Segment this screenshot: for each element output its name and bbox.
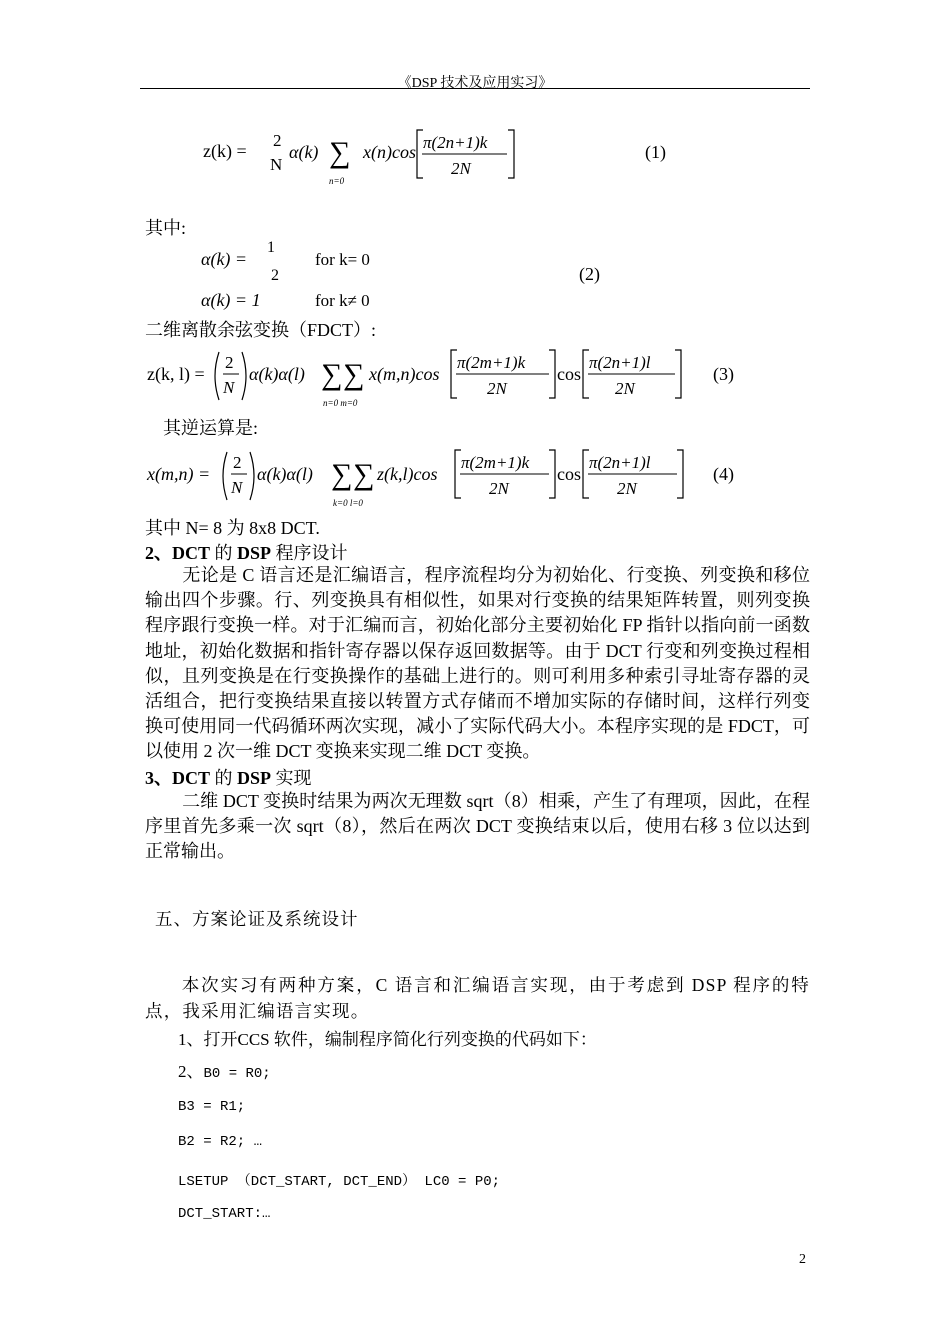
eq3-alphas: α(k)α(l)	[249, 364, 305, 384]
eq1-term: x(n)cos	[363, 142, 416, 162]
sec2-b2: DSP	[237, 543, 272, 563]
sec2-prefix: 2、	[145, 543, 172, 563]
where-label: 其中:	[145, 218, 187, 238]
equation-3	[145, 340, 765, 412]
sec2-para-text: 无论是 C 语言还是汇编语言，程序流程均分为初始化、行变换、列变换和移位输出四个步骤。行、列变换具有相似性，如果对行变换的结果矩阵转置，则列变换程序跟行变换一样。对于汇编而言，初始化部分主要初始化 FP 指针以指向前一函数地址，初始化数据和指针寄存器以保存返回数据等。由于 DCT 行变和列变换过程相似，且列变换是在行变换操作的基础上进行的。则可利用多种索引寻址寄存器的灵活组合，把行变换结果直接以转置方式存储而不增加实际的存储时间，这样行列变换可使用同一代码循环两次实现，减小了实际代码大小。本程序实现的是 FDCT，可以使用 2 次一维 DCT 变换来实现二维 DCT 变换。	[145, 565, 810, 762]
eq3-term: x(m,n)cos	[369, 364, 440, 384]
eq3-sum-idx: n=0 m=0	[323, 398, 358, 408]
eq2-line1-den: 2	[271, 267, 279, 284]
eq1-alpha: α(k)	[289, 142, 319, 162]
eq4-sum2: ∑	[353, 458, 375, 491]
section-5-paragraph	[145, 972, 810, 1024]
eq3-frac1-num: π(2m+1)k	[457, 353, 526, 372]
eq4-alphas: α(k)α(l)	[257, 464, 313, 484]
section-2-heading	[145, 539, 348, 565]
section-3-heading	[145, 764, 312, 790]
sec3-rest: 实现	[271, 768, 312, 788]
eq4-term: z(k,l)cos	[377, 464, 438, 484]
eq1-sum: ∑	[329, 136, 351, 169]
eq2-line1-lhs: α(k) =	[201, 249, 248, 269]
step-2-prefix: 2、	[178, 1062, 204, 1081]
eq3-sum1: ∑	[321, 358, 343, 391]
eq1-sum-idx: n=0	[329, 176, 345, 186]
eq4-cos2: cos	[557, 464, 581, 484]
sec3-b1: DCT	[172, 768, 211, 788]
eq4-coef-den: N	[231, 478, 243, 497]
eq3-lhs: z(k, l) =	[147, 364, 205, 384]
section-5-title: 五、方案论证及系统设计	[155, 909, 359, 929]
equation-1	[195, 122, 755, 190]
code-line-3: B2 = R2; …	[178, 1134, 263, 1150]
section-3-paragraph	[145, 789, 810, 865]
eq3-coef-num: 2	[225, 353, 234, 372]
eq3-sum2: ∑	[343, 358, 365, 391]
sec3-b2: DSP	[237, 768, 272, 788]
equation-4	[145, 440, 765, 512]
eq1-coef-num: 2	[273, 131, 282, 150]
n-note: 其中 N= 8 为 8x8 DCT.	[145, 518, 320, 538]
code-line-5: DCT_START:…	[178, 1206, 271, 1222]
eq4-lhs: x(m,n) =	[147, 464, 211, 484]
sec3-mid: 的	[210, 768, 238, 788]
header-rule	[140, 88, 810, 89]
sec2-rest: 程序设计	[271, 543, 348, 563]
eq4-frac2-num: π(2n+1)l	[589, 453, 651, 472]
eq4-frac2-den: 2N	[617, 479, 637, 498]
eq3-number: (3)	[713, 364, 734, 384]
eq2-number: (2)	[579, 264, 600, 284]
sec2-mid: 的	[210, 543, 238, 563]
code-line-2: B3 = R1;	[178, 1099, 246, 1115]
eq1-frac-den: 2N	[451, 159, 471, 178]
section-2-paragraph	[145, 563, 810, 765]
sec3-prefix: 3、	[145, 768, 172, 788]
eq4-sum-idx: k=0 l=0	[333, 498, 363, 508]
code-line-4: LSETUP （DCT_START, DCT_END） LC0 = P0;	[178, 1174, 501, 1190]
eq2-line1-num: 1	[267, 239, 275, 256]
step-1: 1、打开CCS 软件，编制程序简化行列变换的代码如下：	[178, 1030, 597, 1049]
step-2-line	[178, 1057, 271, 1082]
sec2-b1: DCT	[172, 543, 211, 563]
eq2-line1-cond: for k= 0	[315, 250, 370, 269]
inverse-label: 其逆运算是:	[163, 418, 259, 438]
eq3-coef-den: N	[223, 378, 235, 397]
eq4-number: (4)	[713, 464, 734, 484]
eq2-line2-cond: for k≠ 0	[315, 291, 370, 310]
fdct-label: 二维离散余弦变换（FDCT）:	[145, 320, 377, 340]
page-number: 2	[799, 1252, 806, 1267]
page-header: 《DSP 技术及应用实习》	[397, 76, 553, 91]
sec3-para-text: 二维 DCT 变换时结果为两次无理数 sqrt（8）相乘，产生了有理项，因此，在程序里首先多乘一次 sqrt（8），然后在两次 DCT 变换结束以后，使用右移 3 位以达到正常输出。	[145, 791, 810, 862]
sec5-para-text: 本次实习有两种方案，C 语言和汇编语言实现，由于考虑到 DSP 程序的特点，我采用汇编语言实现。	[145, 975, 810, 1021]
eq4-sum1: ∑	[331, 458, 353, 491]
eq3-frac2-num: π(2n+1)l	[589, 353, 651, 372]
eq4-frac1-den: 2N	[489, 479, 509, 498]
eq3-frac2-den: 2N	[615, 379, 635, 398]
eq2-line2: α(k) = 1	[201, 290, 261, 310]
eq4-frac1-num: π(2m+1)k	[461, 453, 530, 472]
eq1-lhs: z(k) =	[203, 141, 247, 161]
eq3-frac1-den: 2N	[487, 379, 507, 398]
code-line-1: B0 = R0;	[203, 1066, 271, 1082]
eq1-frac-num: π(2n+1)k	[423, 133, 488, 152]
eq1-coef-den: N	[270, 155, 283, 174]
eq3-cos2: cos	[557, 364, 581, 384]
eq1-number: (1)	[645, 142, 666, 162]
eq4-coef-num: 2	[233, 453, 242, 472]
equation-2	[195, 232, 615, 314]
